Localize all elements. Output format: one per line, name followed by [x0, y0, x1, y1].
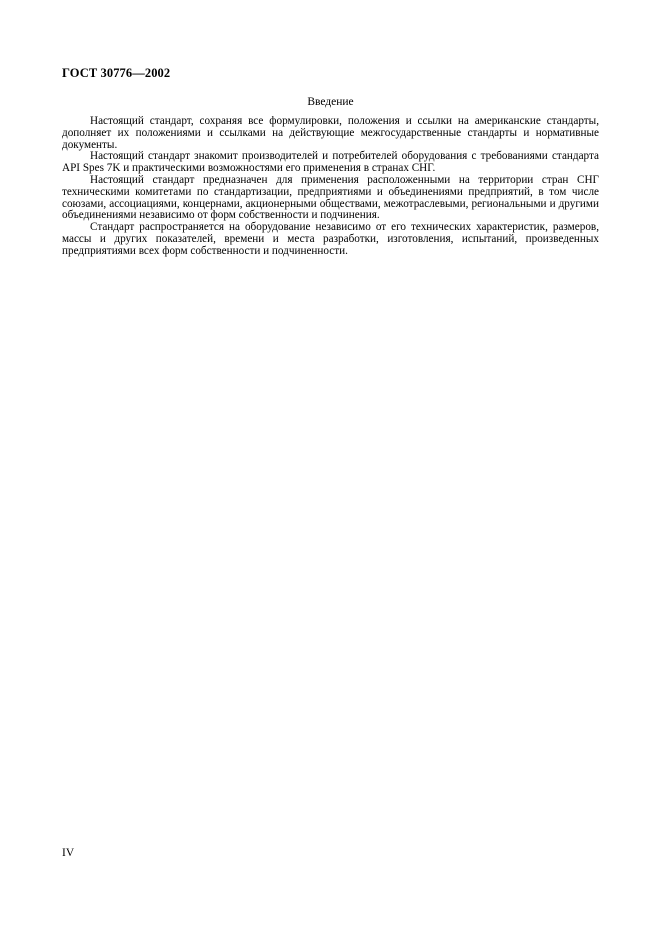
section-body — [62, 116, 599, 258]
section-title: Введение — [307, 96, 354, 108]
paragraph: Настоящий стандарт предназначен для применения расположенными на территории стран СНГ техническими комитетами по стандартизации, предприятиями и объединениями предприятий, в том числе союзами, ассоциациями, концернами, акционерными обществами, межотраслевыми, региональными и другими объединениями независимо от форм собственности и подчинения. — [62, 173, 599, 222]
page-number: IV — [62, 847, 75, 859]
paragraph: Стандарт распространяется на оборудование независимо от его технических характеристик, размеров, массы и других показателей, времени и места разработки, изготовления, испытаний, произведенных предприятиями всех форм собственности и подчиненности. — [62, 221, 599, 257]
paragraph: Настоящий стандарт, сохраняя все формулировки, положения и ссылки на американские стандарты, дополняет их положениями и ссылками на действующие межгосударственные стандарты и нормативные документы. — [62, 115, 599, 151]
standard-header: ГОСТ 30776—2002 — [62, 66, 171, 80]
paragraph: Настоящий стандарт знакомит производителей и потребителей оборудования с требованиями стандарта API Spes 7K и практическими возможностями его применения в странах СНГ. — [62, 150, 599, 175]
